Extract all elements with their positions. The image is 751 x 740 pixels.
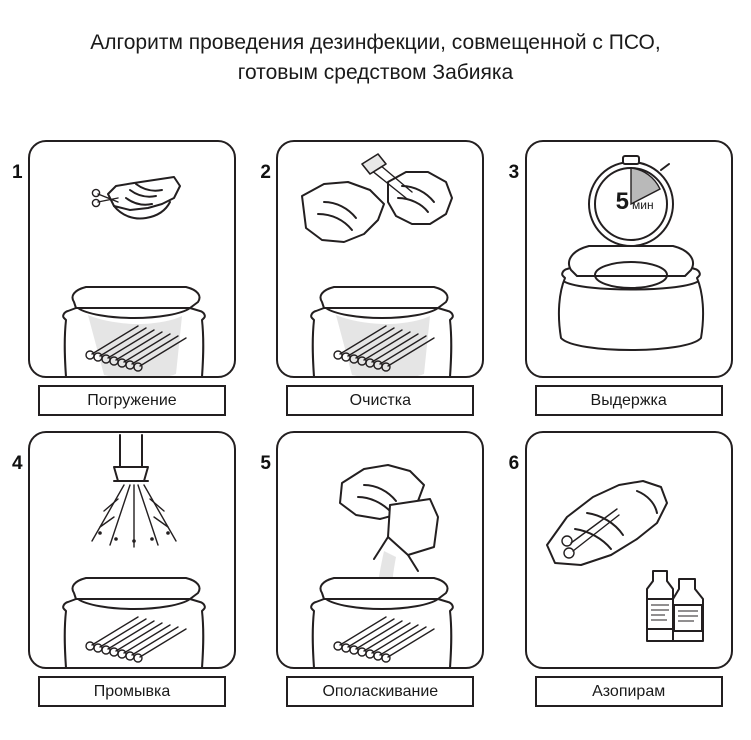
- step-panel-2: [276, 140, 484, 378]
- step-cell-2: [256, 140, 494, 425]
- steps-grid: [8, 140, 743, 716]
- step-panel-1: [28, 140, 236, 378]
- step-number-6: 6: [508, 453, 520, 474]
- step-label-1: Погружение: [87, 391, 177, 409]
- step-number-4: 4: [12, 453, 23, 474]
- step-cell-4: [8, 431, 246, 716]
- step-label-box-1: [38, 385, 226, 416]
- step-panel-4: [28, 431, 236, 669]
- step-cell-6: [505, 431, 743, 716]
- illustration-azopyram-test-icon: [527, 433, 733, 669]
- illustration-immersion-icon: [30, 142, 236, 378]
- step-panel-5: [276, 431, 484, 669]
- step-label-4: Промывка: [93, 682, 171, 700]
- timer-unit: мин: [632, 198, 654, 212]
- step-cell-5: [256, 431, 494, 716]
- illustration-exposure-icon: [527, 142, 733, 378]
- illustration-pouring-icon: [278, 433, 484, 669]
- step-panel-3: [525, 140, 733, 378]
- step-number-3: 3: [508, 162, 520, 183]
- step-label-box-3: [535, 385, 723, 416]
- step-label-2: Очистка: [349, 391, 411, 409]
- page-title: Алгоритм проведения дезинфекции, совмещенной с ПСО, готовым средством Забияка: [90, 31, 661, 84]
- illustration-rinsing-tap-icon: [30, 433, 236, 669]
- step-label-box-6: [535, 676, 723, 707]
- timer-value: 5: [615, 188, 630, 215]
- step-label-5: Ополаскивание: [322, 682, 439, 700]
- step-label-6: Азопирам: [592, 682, 666, 700]
- step-number-5: 5: [260, 453, 271, 474]
- step-number-1: 1: [12, 162, 23, 183]
- step-label-3: Выдержка: [590, 391, 667, 409]
- step-panel-6: [525, 431, 733, 669]
- step-cell-1: [8, 140, 246, 425]
- step-label-box-4: [38, 676, 226, 707]
- step-cell-3: [505, 140, 743, 425]
- step-label-box-2: [286, 385, 474, 416]
- step-label-box-5: [286, 676, 474, 707]
- step-number-2: 2: [260, 162, 271, 183]
- illustration-cleaning-icon: [278, 142, 484, 378]
